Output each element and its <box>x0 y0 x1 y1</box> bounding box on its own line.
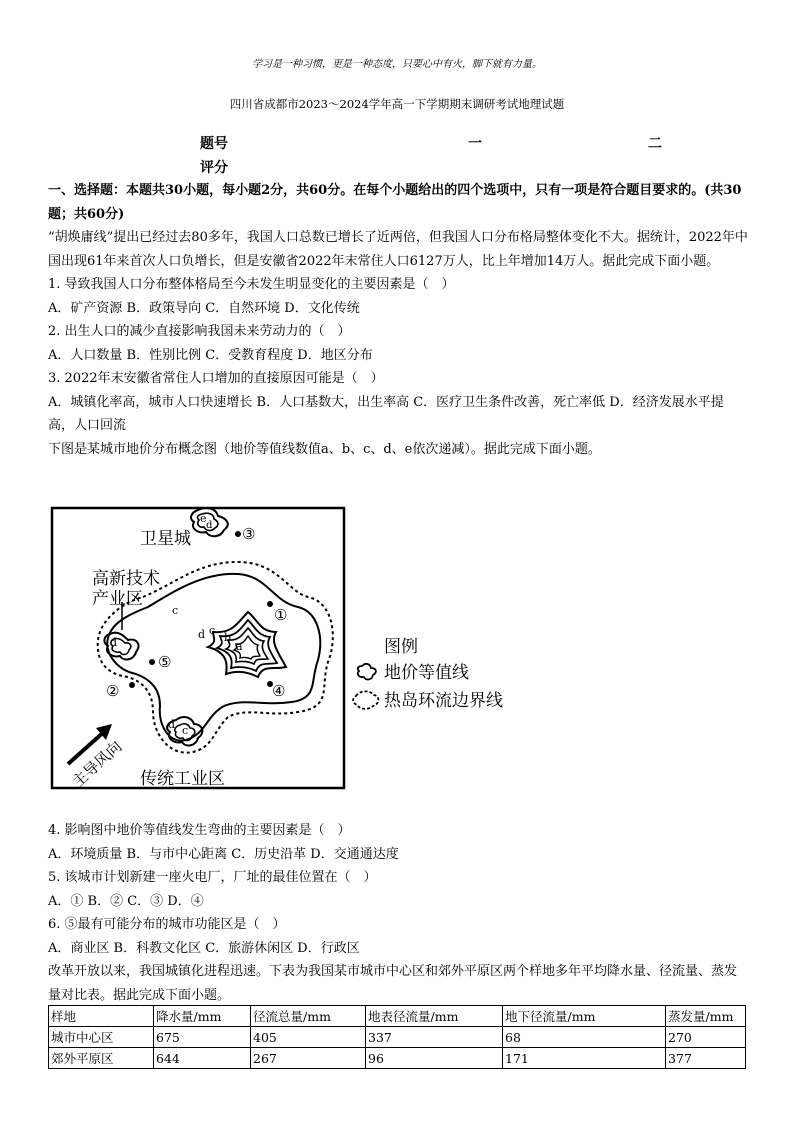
table-cell: 68 <box>503 1027 666 1048</box>
header-motto: 学习是一种习惯，更是一种态度，只要心中有火，脚下就有力量。 <box>252 59 542 70</box>
table-row <box>49 1027 746 1048</box>
point-1 <box>267 601 273 607</box>
table-header-cell: 样地 <box>49 1006 154 1027</box>
land-price-map <box>48 502 528 792</box>
point-3 <box>235 531 241 537</box>
table-cell: 270 <box>666 1027 746 1048</box>
table-header-cell: 蒸发量/mm <box>666 1006 746 1027</box>
table-header-cell: 径流总量/mm <box>251 1006 366 1027</box>
mark-4: ④ <box>272 682 286 700</box>
table-header-cell: 地表径流量/mm <box>366 1006 503 1027</box>
label-e-satellite: e <box>200 512 207 525</box>
question-6: 6. ⑤最有可能分布的城市功能区是（ ） <box>48 917 286 932</box>
table-cell: 171 <box>503 1048 666 1069</box>
table-cell: 644 <box>154 1048 251 1069</box>
passage-1: “胡焕庸线”提出已经过去80多年，我国人口总数已增长了近两倍，但我国人口分布格局整体变化不大。据统计，2022年中国出现61年来首次人口负增长，但是安徽省2022年末常住人口6127万人，比上年增加14万人。据此完成下面小题。 <box>48 230 748 269</box>
label-hitech-1: 高新技术 <box>92 569 160 588</box>
contour-b <box>226 628 268 664</box>
label-d-traditional: d <box>168 718 176 731</box>
label-d-main: d <box>198 628 206 641</box>
score-header-col1: 一 <box>468 136 482 152</box>
runoff-table <box>48 1005 746 1069</box>
table-cell: 267 <box>251 1048 366 1069</box>
map-frame <box>52 508 344 788</box>
section-1 <box>48 179 748 461</box>
options-1: A．矿产资源 B．政策导向 C．自然环境 D．文化传统 <box>48 300 360 316</box>
legend-heat-symbol <box>353 691 378 709</box>
score-row-label: 评分 <box>200 160 228 176</box>
table-cell: 337 <box>366 1027 503 1048</box>
document-title: 四川省成都市2023～2024学年高一下学期期末调研考试地理试题 <box>229 97 565 111</box>
table-header-row <box>49 1006 746 1027</box>
label-a-main: a <box>236 640 243 653</box>
legend-heat-label: 热岛环流边界线 <box>384 691 503 710</box>
question-4: 4. 影响图中地价等值线发生弯曲的主要因素是（ ） <box>48 823 351 838</box>
score-header-label: 题号 <box>200 136 228 152</box>
table-row <box>49 1048 746 1069</box>
section-heading: 一、选择题：本题共30小题，每小题2分，共60分。在每个小题给出的四个选项中，只有一项是符合题目要求的。(共30题；共60分) <box>48 183 742 222</box>
label-d-satellite: d <box>206 520 213 531</box>
options-4: A．环境质量 B．与市中心距离 C．历史沿革 D．交通通达度 <box>48 846 399 862</box>
legend-title: 图例 <box>384 637 418 656</box>
table-cell: 郊外平原区 <box>49 1048 154 1069</box>
table-cell: 405 <box>251 1027 366 1048</box>
section-2 <box>48 819 748 1007</box>
label-hitech-2: 产业区 <box>92 589 143 608</box>
legend-contour-symbol <box>358 664 376 680</box>
legend-contour-label: 地价等值线 <box>384 663 469 682</box>
mark-1: ① <box>274 606 288 624</box>
question-1: 1. 导致我国人口分布整体格局至今未发生明显变化的主要因素是（ ） <box>48 277 455 292</box>
table-header-cell: 地下径流量/mm <box>503 1006 666 1027</box>
options-6: A．商业区 B．科教文化区 C．旅游休闲区 D．行政区 <box>48 940 360 956</box>
mark-5: ⑤ <box>158 653 172 671</box>
passage-2: 下图是某城市地价分布概念图（地价等值线数值a、b、c、d、e依次递减）。据此完成下面小题。 <box>48 441 601 457</box>
options-3: A．城镇化率高，城市人口快速增长 B．人口基数大，出生率高 C．医疗卫生条件改善，死亡率低 D．经济发展水平提高，人口回流 <box>48 394 724 433</box>
label-c-traditional: c <box>182 724 189 737</box>
label-wind-direction: 主导风向 <box>69 738 126 791</box>
point-5 <box>149 659 155 665</box>
label-c-inner: c <box>209 624 216 637</box>
question-2: 2. 出生人口的减少直接影响我国未来劳动力的（ ） <box>48 324 351 339</box>
question-5: 5. 该城市计划新建一座火电厂，厂址的最佳位置在（ ） <box>48 870 377 885</box>
label-b-main: b <box>224 631 232 644</box>
score-header-col2: 二 <box>648 136 662 152</box>
mark-3: ③ <box>242 525 256 543</box>
passage-3: 改革开放以来，我国城镇化进程迅速。下表为我国某市城市中心区和郊外平原区两个样地多年平均降水量、径流量、蒸发量对比表。据此完成下面小题。 <box>48 964 738 1003</box>
options-2: A．人口数量 B．性别比例 C．受教育程度 D．地区分布 <box>48 347 373 363</box>
options-5: A．① B．② C．③ D．④ <box>48 893 204 909</box>
label-c-main: c <box>172 604 179 617</box>
label-traditional-industry: 传统工业区 <box>140 769 225 788</box>
table-header-cell: 降水量/mm <box>154 1006 251 1027</box>
point-2 <box>129 682 135 688</box>
label-d-hitech: d <box>110 636 118 649</box>
table-cell: 96 <box>366 1048 503 1069</box>
table-cell: 377 <box>666 1048 746 1069</box>
table-cell: 675 <box>154 1027 251 1048</box>
mark-2: ② <box>106 682 120 700</box>
table-cell: 城市中心区 <box>49 1027 154 1048</box>
question-3: 3. 2022年末安徽省常住人口增加的直接原因可能是（ ） <box>48 371 384 386</box>
label-satellite-city: 卫星城 <box>140 529 191 548</box>
